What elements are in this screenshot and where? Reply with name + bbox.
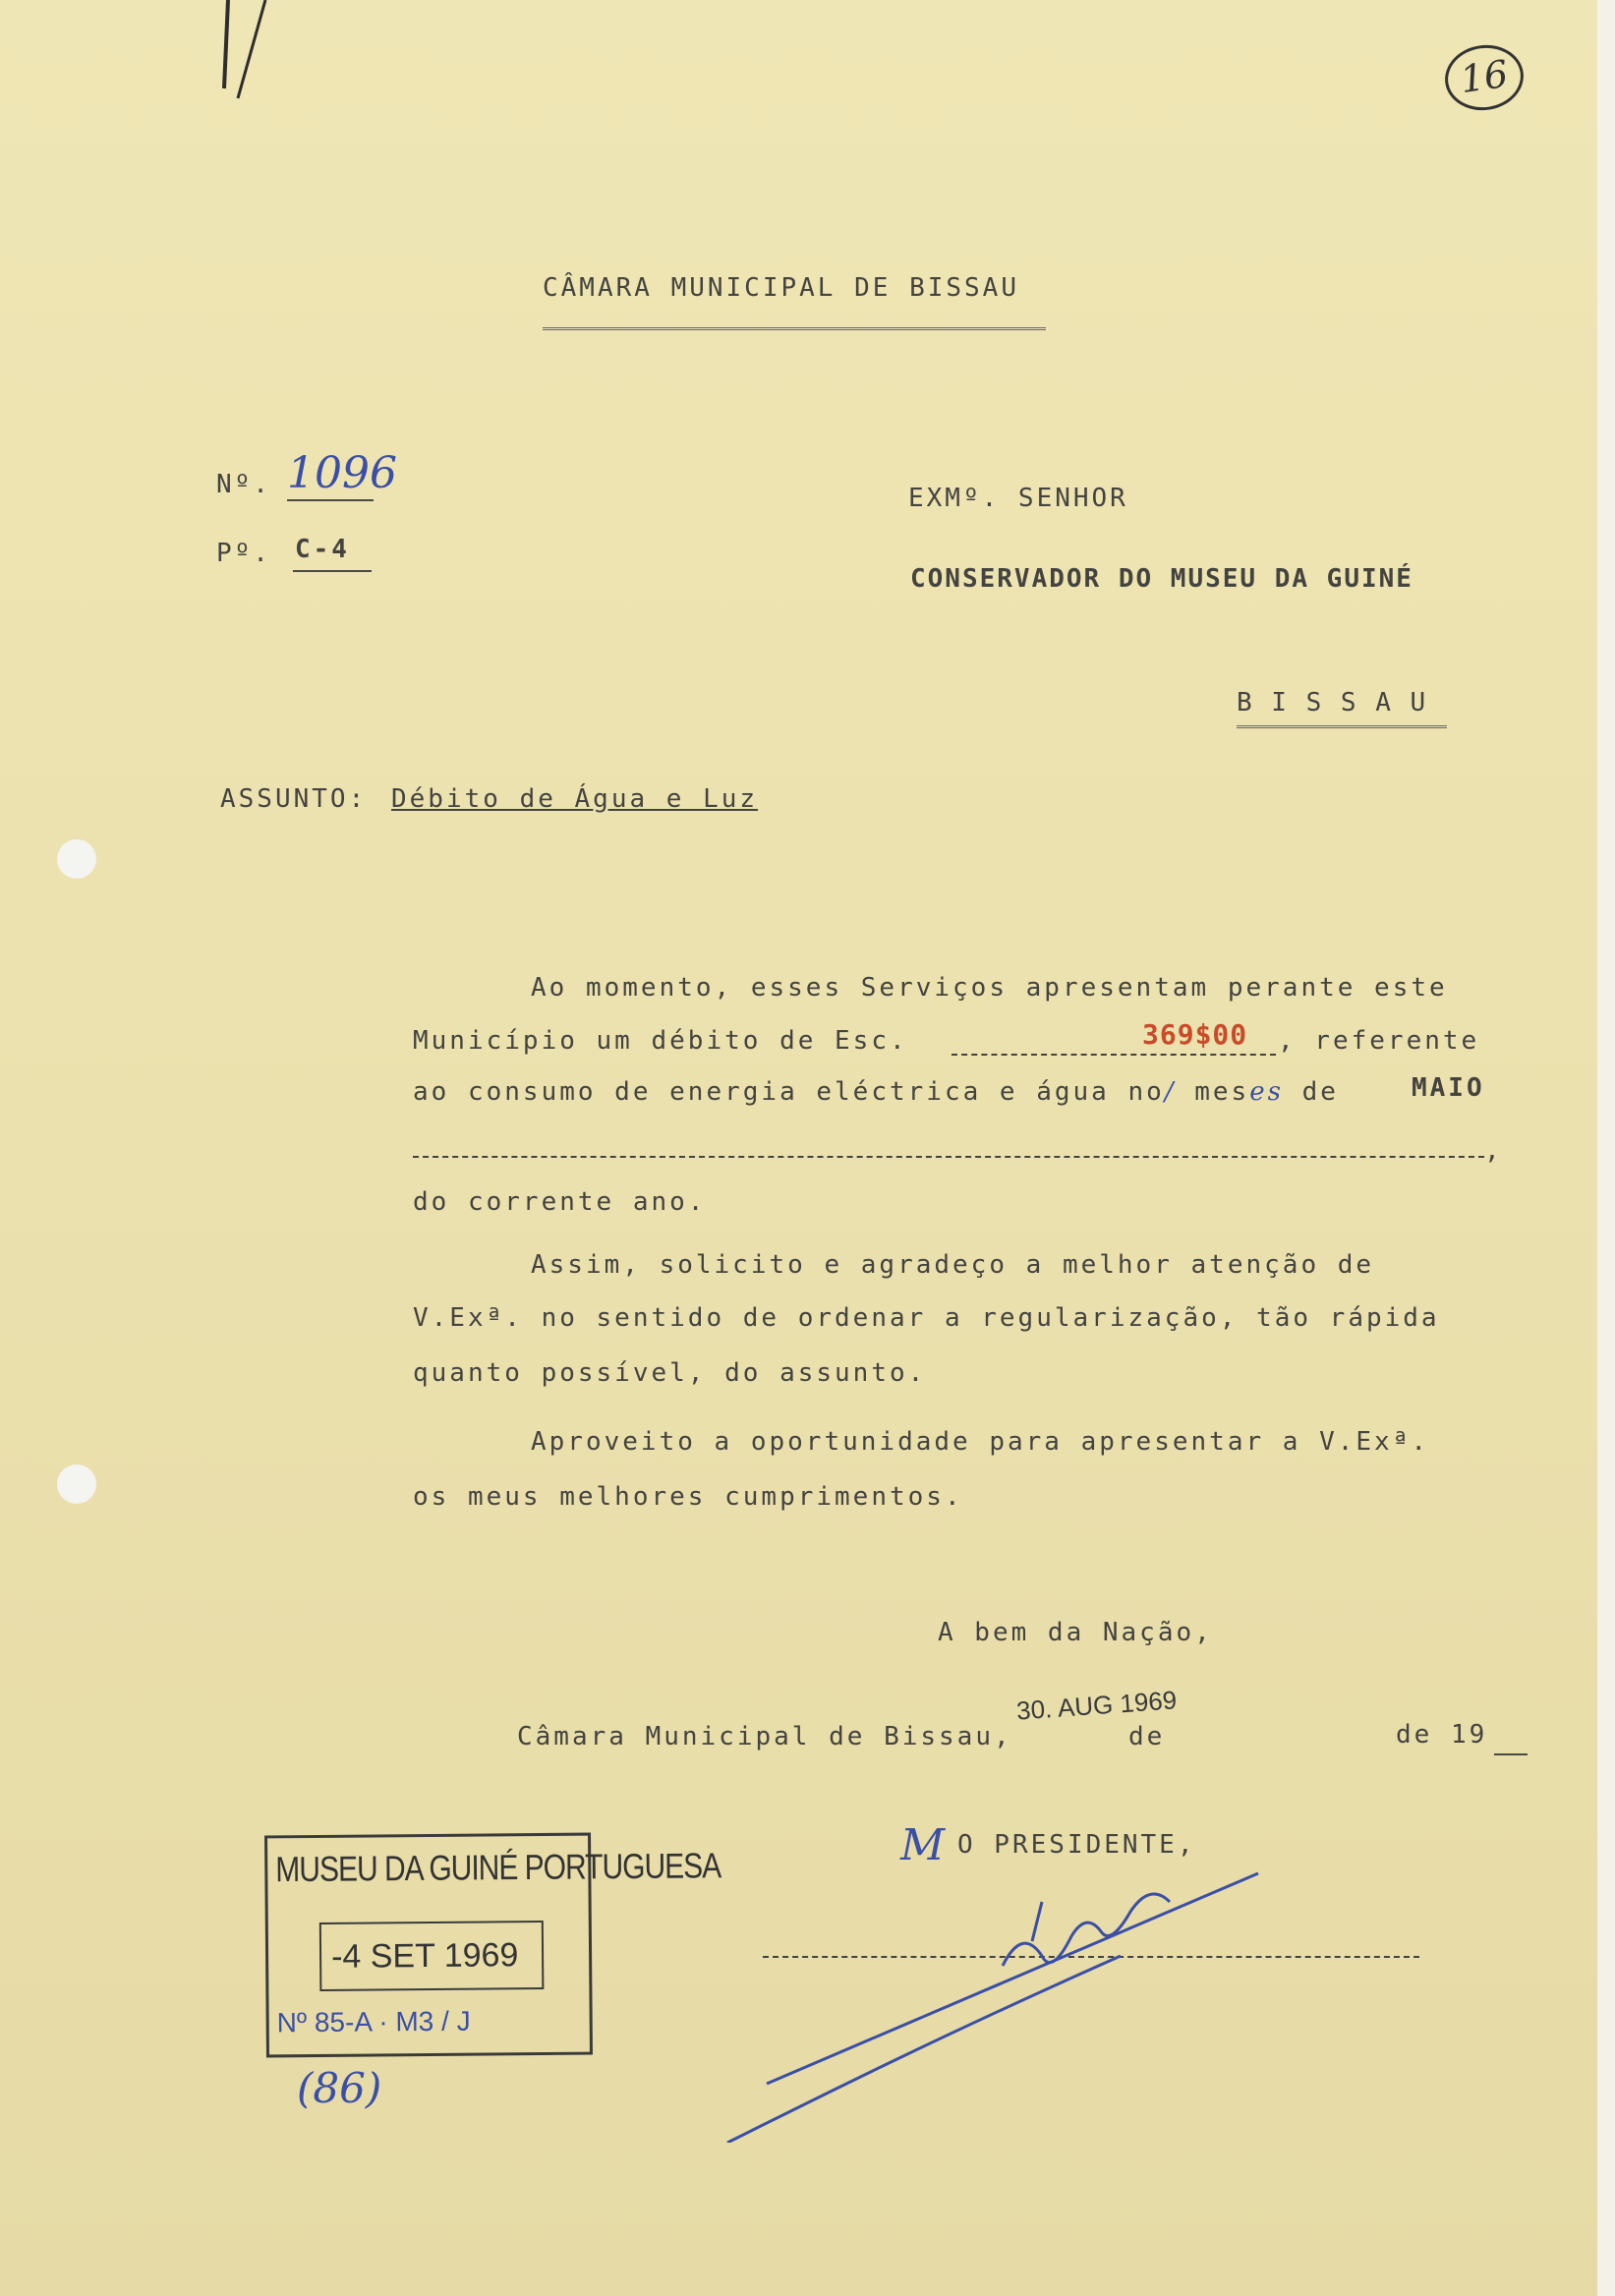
body-p1-line3-de: de bbox=[1283, 1077, 1339, 1107]
closing-motto: A bem da Nação, bbox=[938, 1618, 1213, 1647]
punch-hole-bottom bbox=[57, 1464, 96, 1504]
stamp-date: -4 SET 1969 bbox=[330, 1936, 519, 1976]
body-p1-line2-start: Município um débito de Esc. bbox=[413, 1026, 908, 1056]
recipient-title: CONSERVADOR DO MUSEU DA GUINÉ bbox=[910, 564, 1413, 594]
body-p1-line2-end: , referente bbox=[1278, 1026, 1480, 1056]
body-p2-line2: V.Exª. no sentido de ordenar a regularização, tão rápida bbox=[413, 1303, 1440, 1333]
process-value: C-4 bbox=[295, 535, 350, 564]
month-fill-line bbox=[413, 1156, 1484, 1158]
institution-header: CÂMARA MUNICIPAL DE BISSAU bbox=[543, 273, 1019, 303]
body-p2-line3: quanto possível, do assunto. bbox=[413, 1358, 927, 1388]
body-p1-line5: do corrente ano. bbox=[413, 1187, 707, 1217]
correction-mark-1: / bbox=[1164, 1077, 1177, 1107]
number-underline bbox=[287, 499, 374, 501]
number-label: Nº. bbox=[216, 470, 271, 499]
paper-edge bbox=[1597, 0, 1615, 2296]
body-p2-line1: Assim, solicito e agradeço a melhor atenção de bbox=[531, 1250, 1375, 1280]
year-fill-line bbox=[1494, 1753, 1528, 1755]
pen-mark-icon bbox=[177, 0, 275, 118]
body-p1-line3-mes: mes bbox=[1176, 1077, 1250, 1107]
correction-mark-2: es bbox=[1249, 1077, 1284, 1107]
closing-de: de bbox=[1128, 1722, 1166, 1751]
closing-year: de 19 bbox=[1396, 1720, 1488, 1750]
process-underline bbox=[293, 570, 372, 572]
initial-mark: M bbox=[900, 1820, 946, 1870]
subject-label: ASSUNTO: bbox=[220, 784, 368, 814]
body-p1-line1: Ao momento, esses Serviços apresentam perante este bbox=[531, 973, 1448, 1003]
stamp-number-line: Nº 85-A · M3 / J bbox=[276, 2005, 471, 2038]
amount-value: 369$00 bbox=[1142, 1018, 1248, 1051]
page-number-circle bbox=[1441, 40, 1528, 115]
subject-value: Débito de Água e Luz bbox=[391, 784, 759, 814]
number-value: 1096 bbox=[287, 448, 397, 498]
signature-icon bbox=[708, 1848, 1317, 2143]
page-number: 16 bbox=[1457, 51, 1511, 102]
header-underline bbox=[543, 327, 1046, 330]
punch-hole-top bbox=[57, 839, 96, 879]
closing-place: Câmara Municipal de Bissau, bbox=[517, 1722, 1012, 1751]
city-underline bbox=[1237, 725, 1447, 728]
month-value: MAIO bbox=[1412, 1073, 1485, 1103]
museum-stamp bbox=[264, 1833, 721, 2058]
process-label: Pº. bbox=[216, 539, 271, 568]
amount-fill-line bbox=[952, 1054, 1276, 1056]
recipient-city: B I S S A U bbox=[1237, 688, 1428, 718]
stamp-handwritten-note: (86) bbox=[297, 2064, 382, 2112]
signatory-title: O PRESIDENTE, bbox=[957, 1830, 1196, 1860]
month-line-end: , bbox=[1484, 1136, 1503, 1166]
body-p3-line2: os meus melhores cumprimentos. bbox=[413, 1482, 963, 1512]
recipient-salutation: EXMº. SENHOR bbox=[908, 484, 1128, 513]
body-p3-line1: Aproveito a oportunidade para apresentar a V.Exª. bbox=[531, 1427, 1430, 1457]
date-stamp: 30. AUG 1969 bbox=[1015, 1685, 1179, 1726]
stamp-title: MUSEU DA GUINÉ PORTUGUESA bbox=[275, 1847, 721, 1890]
stamp-date-box bbox=[319, 1921, 545, 1991]
body-p1-line3 bbox=[413, 1077, 1339, 1107]
body-p1-line3-start: ao consumo de energia eléctrica e água no bbox=[413, 1077, 1165, 1107]
